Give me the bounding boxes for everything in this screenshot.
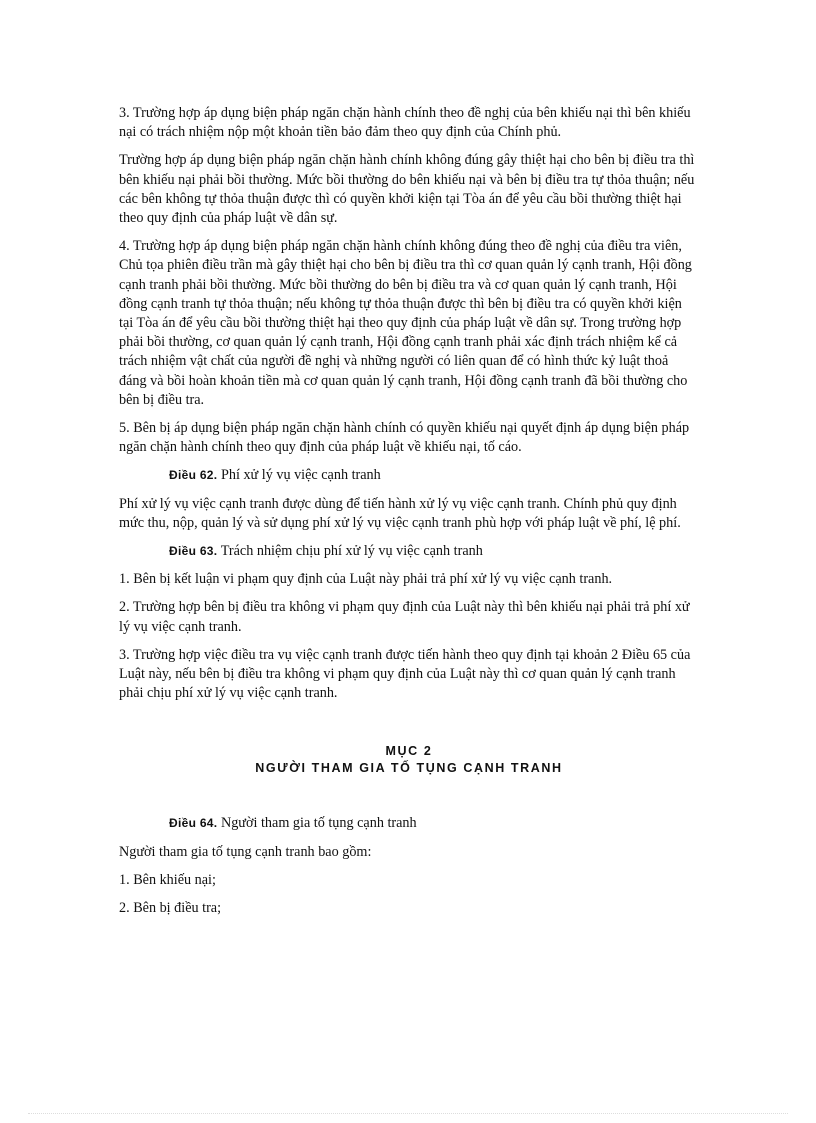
paragraph-61-3: 3. Trường hợp áp dụng biện pháp ngăn chặn hành chính theo đề nghị của bên khiếu nại thì bên khiếu nại có trách nhiệm nộp một khoản tiền bảo đảm theo quy định của Chính phủ. — [119, 105, 691, 141]
paragraph-64-intro: Người tham gia tố tụng cạnh tranh bao gồm: — [119, 843, 372, 860]
paragraph-63-3: 3. Trường hợp việc điều tra vụ việc cạnh tranh được tiến hành theo quy định tại khoản 2 Điều 65 của Luật này, nếu bên bị điều tra không vi phạm quy định của Luật này thì cơ quan quản lý cạnh tranh phải chịu phí xử lý vụ việc cạnh tranh. — [119, 646, 691, 702]
section-title: NGƯỜI THAM GIA TỐ TỤNG CẠNH TRANH — [255, 761, 563, 776]
article-64-number: Điều 64. — [169, 816, 218, 831]
document-page — [119, 104, 699, 927]
page-bottom-rule — [28, 1113, 788, 1114]
article-62-heading — [119, 466, 699, 485]
article-62-title: Phí xử lý vụ việc cạnh tranh — [220, 467, 381, 484]
paragraph-64-2: 2. Bên bị điều tra; — [119, 900, 222, 917]
article-63-number: Điều 63. — [169, 544, 218, 559]
paragraph-61-4: 4. Trường hợp áp dụng biện pháp ngăn chặn hành chính không đúng theo đề nghị của điều tra viên, Chủ tọa phiên điều trần mà gây thiệt hại cho bên bị điều tra thì cơ quan quản lý cạnh tranh, Hội đồng cạnh tranh phải bồi thường. Mức bồi thường do bên bị điều tra và cơ quan quản lý cạnh tranh, Hội đồng cạnh tranh tự thỏa thuận; nếu không tự thỏa thuận được thì bên bị điều tra có quyền khởi kiện tại Tòa án để yêu cầu bồi thường thiệt hại theo quy định của pháp luật về dân sự. Trong trường hợp phải bồi thường, cơ quan quản lý cạnh tranh, Hội đồng cạnh tranh phải xác định trách nhiệm kể cả trách nhiệm vật chất của người đề nghị và những người có liên quan để có hình thức kỷ luật thoả đáng và bồi hoàn khoản tiền mà cơ quan quản lý cạnh tranh, Hội đồng cạnh tranh đã bồi thường cho bên bị điều tra. — [119, 238, 692, 408]
article-64-title: Người tham gia tố tụng cạnh tranh — [220, 815, 417, 832]
section-label: MỤC 2 — [385, 744, 433, 759]
article-63-heading — [119, 542, 699, 561]
paragraph-62: Phí xử lý vụ việc cạnh tranh được dùng để tiến hành xử lý vụ việc cạnh tranh. Chính phủ quy định mức thu, nộp, quản lý và sử dụng phí xử lý vụ việc cạnh tranh phù hợp với pháp luật về phí, lệ phí. — [119, 495, 681, 531]
article-64-heading — [119, 814, 699, 833]
paragraph-63-2: 2. Trường hợp bên bị điều tra không vi phạm quy định của Luật này thì bên khiếu nại phải trả phí xử lý vụ việc cạnh tranh. — [119, 599, 690, 635]
paragraph-61-3-compensation: Trường hợp áp dụng biện pháp ngăn chặn hành chính không đúng gây thiệt hại cho bên bị điều tra thì bên khiếu nại phải bồi thường. Mức bồi thường do bên khiếu nại và bên bị điều tra tự thỏa thuận; nếu các bên không tự thỏa thuận được thì có quyền khởi kiện tại Tòa án để yêu cầu bồi thường thiệt hại theo quy định của pháp luật về dân sự. — [119, 152, 695, 227]
article-62-number: Điều 62. — [169, 468, 218, 483]
paragraph-64-1: 1. Bên khiếu nại; — [119, 871, 216, 888]
paragraph-63-1: 1. Bên bị kết luận vi phạm quy định của Luật này phải trả phí xử lý vụ việc cạnh tranh. — [119, 571, 613, 588]
paragraph-61-5: 5. Bên bị áp dụng biện pháp ngăn chặn hành chính có quyền khiếu nại quyết định áp dụng biện pháp ngăn chặn hành chính theo quy định của pháp luật về khiếu nại, tố cáo. — [119, 420, 690, 456]
article-63-title: Trách nhiệm chịu phí xử lý vụ việc cạnh tranh — [220, 543, 483, 560]
